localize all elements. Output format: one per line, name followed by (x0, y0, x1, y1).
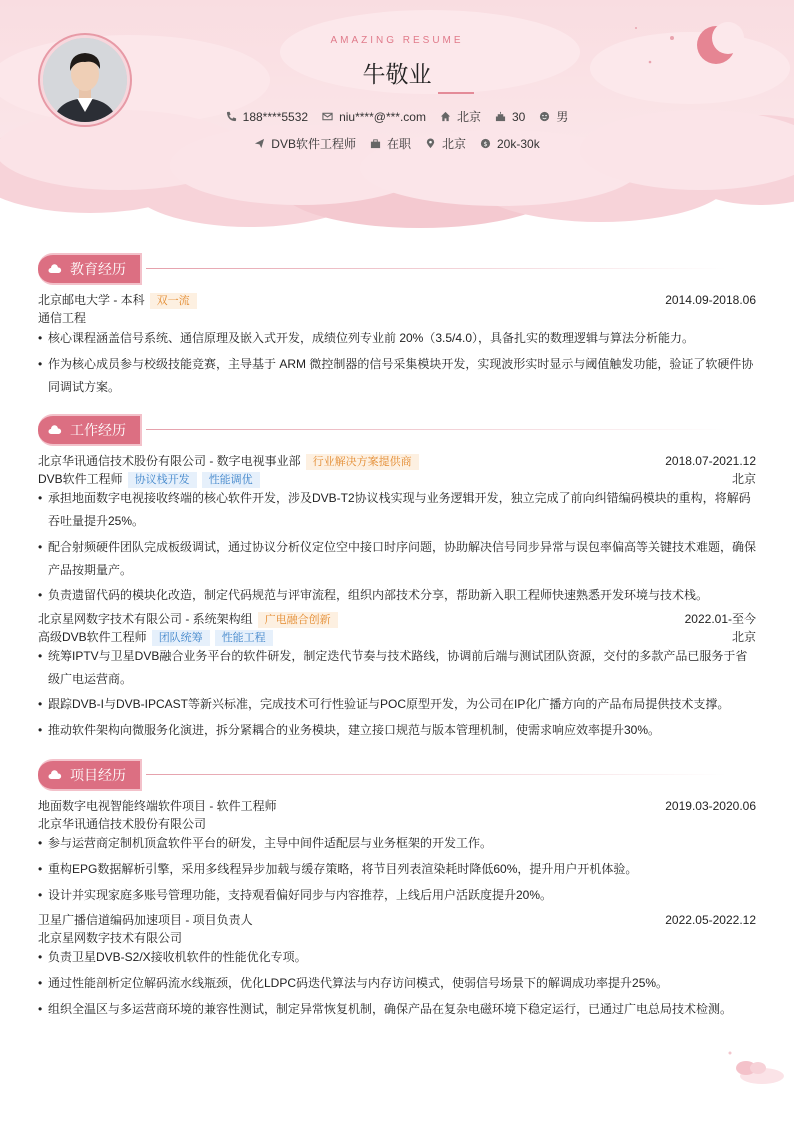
education-date: 2014.09-2018.06 (665, 293, 756, 307)
target-city: 北京 (441, 137, 466, 151)
work-role-row (38, 629, 756, 646)
project-bullet: • 负责卫星DVB-S2/X接收机软件的性能优化专项。 (38, 946, 756, 969)
skill-tag: 性能工程 (215, 630, 273, 646)
project-bullet: • 组织全温区与多运营商环境的兼容性测试，制定异常恢复机制，确保产品在复杂电磁环境下稳定运行，已通过广电总局技术检测。 (38, 998, 756, 1021)
email-text: niu****@***.com (339, 109, 426, 124)
work-city: 北京 (731, 472, 756, 486)
work-entry-header (38, 611, 756, 628)
work-entry-header (38, 453, 756, 470)
company-tag: 行业解决方案提供商 (306, 454, 419, 470)
project-company: 北京星网数字技术有限公司 (38, 931, 183, 945)
education-entry-header (38, 292, 756, 309)
work-date: 2018.07-2021.12 (665, 454, 756, 468)
job-intent-row (0, 135, 794, 152)
skill-tag: 团队统筹 (152, 630, 210, 646)
section-title: 教育经历 (70, 261, 126, 277)
section-divider (146, 774, 726, 775)
work-bullet: • 承担地面数字电视接收终端的核心软件开发，涉及DVB-T2协议栈实现与业务逻辑开发，独立完成了前向纠错编码模块的重构，将解码吞吐量提升25%。 (38, 487, 756, 533)
briefcase-icon (370, 138, 381, 149)
education-major-row (38, 310, 756, 326)
resume-header (0, 0, 794, 230)
age-text: 30 (511, 109, 526, 124)
section-projects-header (38, 759, 142, 791)
project-company-row (38, 816, 756, 832)
school-name: 北京邮电大学 - 本科 (38, 293, 145, 307)
work-date: 2022.01-至今 (684, 612, 756, 626)
project-bullet: • 重构EPG数据解析引擎，采用多线程异步加载与缓存策略，将节目列表渲染耗时降低60%，提升用户开机体验。 (38, 858, 756, 881)
work-bullet: • 推动软件架构向微服务化演进，拆分紧耦合的业务模块，建立接口规范与版本管理机制，使需求响应效率提升30%。 (38, 719, 756, 742)
project-company-row (38, 930, 756, 946)
tagline: AMAZING RESUME (330, 35, 464, 46)
project-bullet: • 设计并实现家庭多账号管理功能，支持观看偏好同步与内容推荐，上线后用户活跃度提升20%。 (38, 884, 756, 907)
mail-icon (322, 111, 333, 122)
work-bullet: • 配合射频硬件团队完成板级调试，通过协议分析仪定位空中接口时序问题，协助解决信号同步异常与误包率偏高等关键技术难题，确保产品按期量产。 (38, 536, 756, 582)
project-date: 2022.05-2022.12 (665, 913, 756, 927)
section-title: 工作经历 (70, 422, 126, 438)
cloud-icon (48, 770, 62, 780)
section-divider (146, 429, 726, 430)
education-bullet: • 作为核心成员参与校级技能竞赛，主导基于 ARM 微控制器的信号采集模块开发，实现波形实时显示与阈值触发功能，验证了软硬件协同调试方案。 (38, 353, 756, 399)
section-education-header (38, 253, 142, 285)
gender-text: 男 (556, 110, 569, 124)
company-tag: 广电融合创新 (258, 612, 338, 628)
svg-text:$: $ (483, 139, 488, 148)
job-role: DVB软件工程师 (38, 472, 123, 486)
salary-range: 20k-30k (497, 136, 540, 151)
gender-icon (539, 111, 550, 122)
section-work-header (38, 414, 142, 446)
home-icon (440, 111, 451, 122)
project-title: 卫星广播信道编码加速项目 - 项目负责人 (38, 913, 253, 927)
project-bullet: • 参与运营商定制机顶盒软件平台的研发，主导中间件适配层与业务框架的开发工作。 (38, 832, 756, 855)
home-text: 北京 (456, 110, 481, 124)
company-name: 北京星网数字技术有限公司 - 系统架构组 (38, 612, 253, 626)
job-status: 在职 (386, 137, 411, 151)
cloud-icon (48, 264, 62, 274)
money-icon (480, 138, 491, 149)
target-position: DVB软件工程师 (271, 137, 356, 151)
project-entry-header (38, 798, 756, 814)
section-title: 项目经历 (70, 767, 126, 783)
job-role: 高级DVB软件工程师 (38, 630, 147, 644)
project-entry-header (38, 912, 756, 928)
work-bullet: • 跟踪DVB-I与DVB-IPCAST等新兴标准，完成技术可行性验证与POC原型开发，为公司在IP化广播方向的产品布局提供技术支撑。 (38, 693, 756, 716)
phone-text: 188****5532 (242, 109, 309, 124)
education-bullet: • 核心课程涵盖信号系统、通信原理及嵌入式开发，成绩位列专业前 20%（3.5/4.0），具备扎实的数理逻辑与算法分析能力。 (38, 327, 756, 350)
location-icon (425, 138, 436, 149)
skill-tag: 协议栈开发 (128, 472, 197, 488)
project-bullet: • 通过性能剖析定位解码流水线瓶颈，优化LDPC码迭代算法与内存访问模式，使弱信号场景下的解调成功率提升25%。 (38, 972, 756, 995)
work-bullet: • 负责遗留代码的模块化改造，制定代码规范与评审流程，组织内部技术分享，帮助新入职工程师快速熟悉开发环境与技术栈。 (38, 584, 756, 607)
project-title: 地面数字电视智能终端软件项目 - 软件工程师 (38, 799, 277, 813)
section-divider (146, 268, 726, 269)
school-tag: 双一流 (150, 293, 197, 309)
contact-row (0, 108, 794, 125)
company-name: 北京华讯通信技术股份有限公司 - 数字电视事业部 (38, 454, 301, 468)
decorative-cloud (724, 1048, 786, 1088)
candidate-name: 牛敬业 (362, 61, 432, 87)
major: 通信工程 (38, 311, 87, 325)
age-icon (495, 111, 506, 122)
cloud-icon (48, 425, 62, 435)
work-role-row (38, 471, 756, 488)
work-bullet: • 统筹IPTV与卫星DVB融合业务平台的软件研发，制定迭代节奏与技术路线，协调前后端与测试团队资源，交付的多款产品已服务于省级广电运营商。 (38, 645, 756, 691)
project-date: 2019.03-2020.06 (665, 799, 756, 813)
phone-icon (226, 111, 237, 122)
project-company: 北京华讯通信技术股份有限公司 (38, 817, 207, 831)
send-icon (254, 138, 265, 149)
skill-tag: 性能调优 (202, 472, 260, 488)
name-underline (438, 92, 474, 94)
work-city: 北京 (731, 630, 756, 644)
